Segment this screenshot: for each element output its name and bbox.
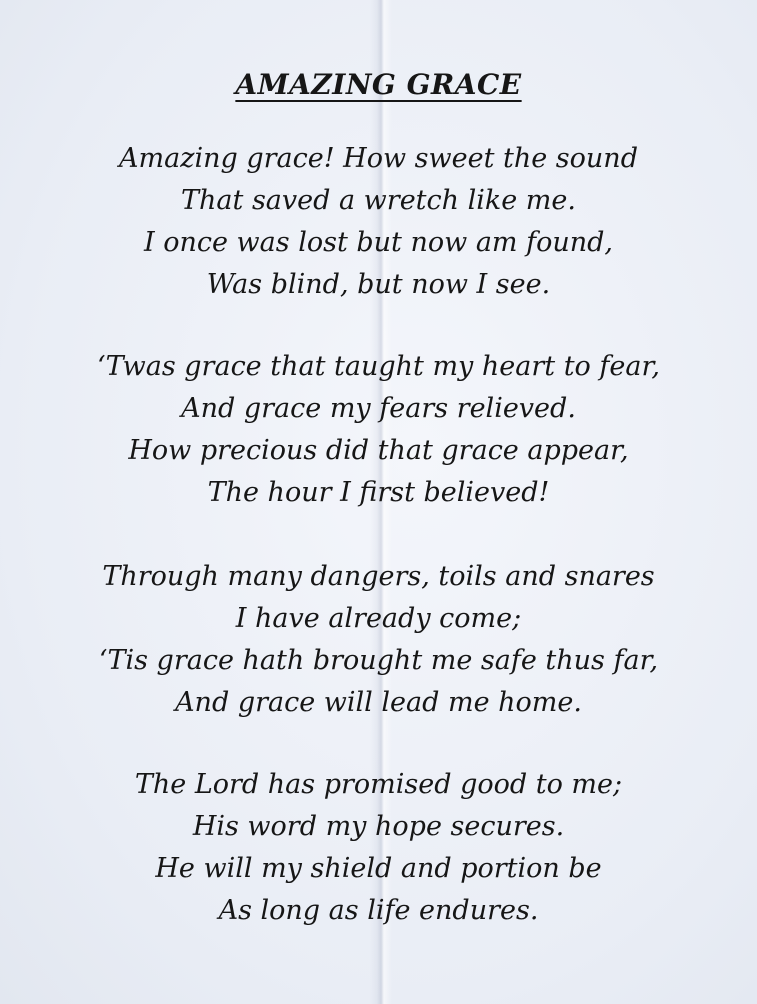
stanza-4-line-1: The Lord has promised good to me; — [134, 769, 623, 800]
stanza-2-line-4: The hour I first believed! — [207, 477, 550, 508]
stanza-3-line-2: I have already come; — [235, 603, 522, 634]
stanza-3-line-3: ‘Tis grace hath brought me safe thus far, — [98, 645, 659, 676]
stanza-1-line-4: Was blind, but now I see. — [206, 269, 551, 300]
stanza-4-line-4: As long as life endures. — [218, 895, 539, 926]
stanza-2-line-1: ‘Twas grace that taught my heart to fear, — [97, 351, 660, 382]
stanza-1-line-1: Amazing grace! How sweet the sound — [119, 143, 638, 174]
stanza-1-line-2: That saved a wretch like me. — [181, 185, 576, 216]
stanza-4-line-3: He will my shield and portion be — [155, 853, 602, 884]
stanza-4-line-2: His word my hope secures. — [192, 811, 565, 842]
stanza-3-line-4: And grace will lead me home. — [175, 687, 582, 718]
stanza-2-line-2: And grace my fears relieved. — [181, 393, 576, 424]
poem-title: AMAZING GRACE — [235, 68, 522, 101]
stanza-1-line-3: I once was lost but now am found, — [143, 227, 614, 258]
stanza-3-line-1: Through many dangers, toils and snares — [102, 561, 655, 592]
stanza-2-line-3: How precious did that grace appear, — [128, 435, 629, 466]
